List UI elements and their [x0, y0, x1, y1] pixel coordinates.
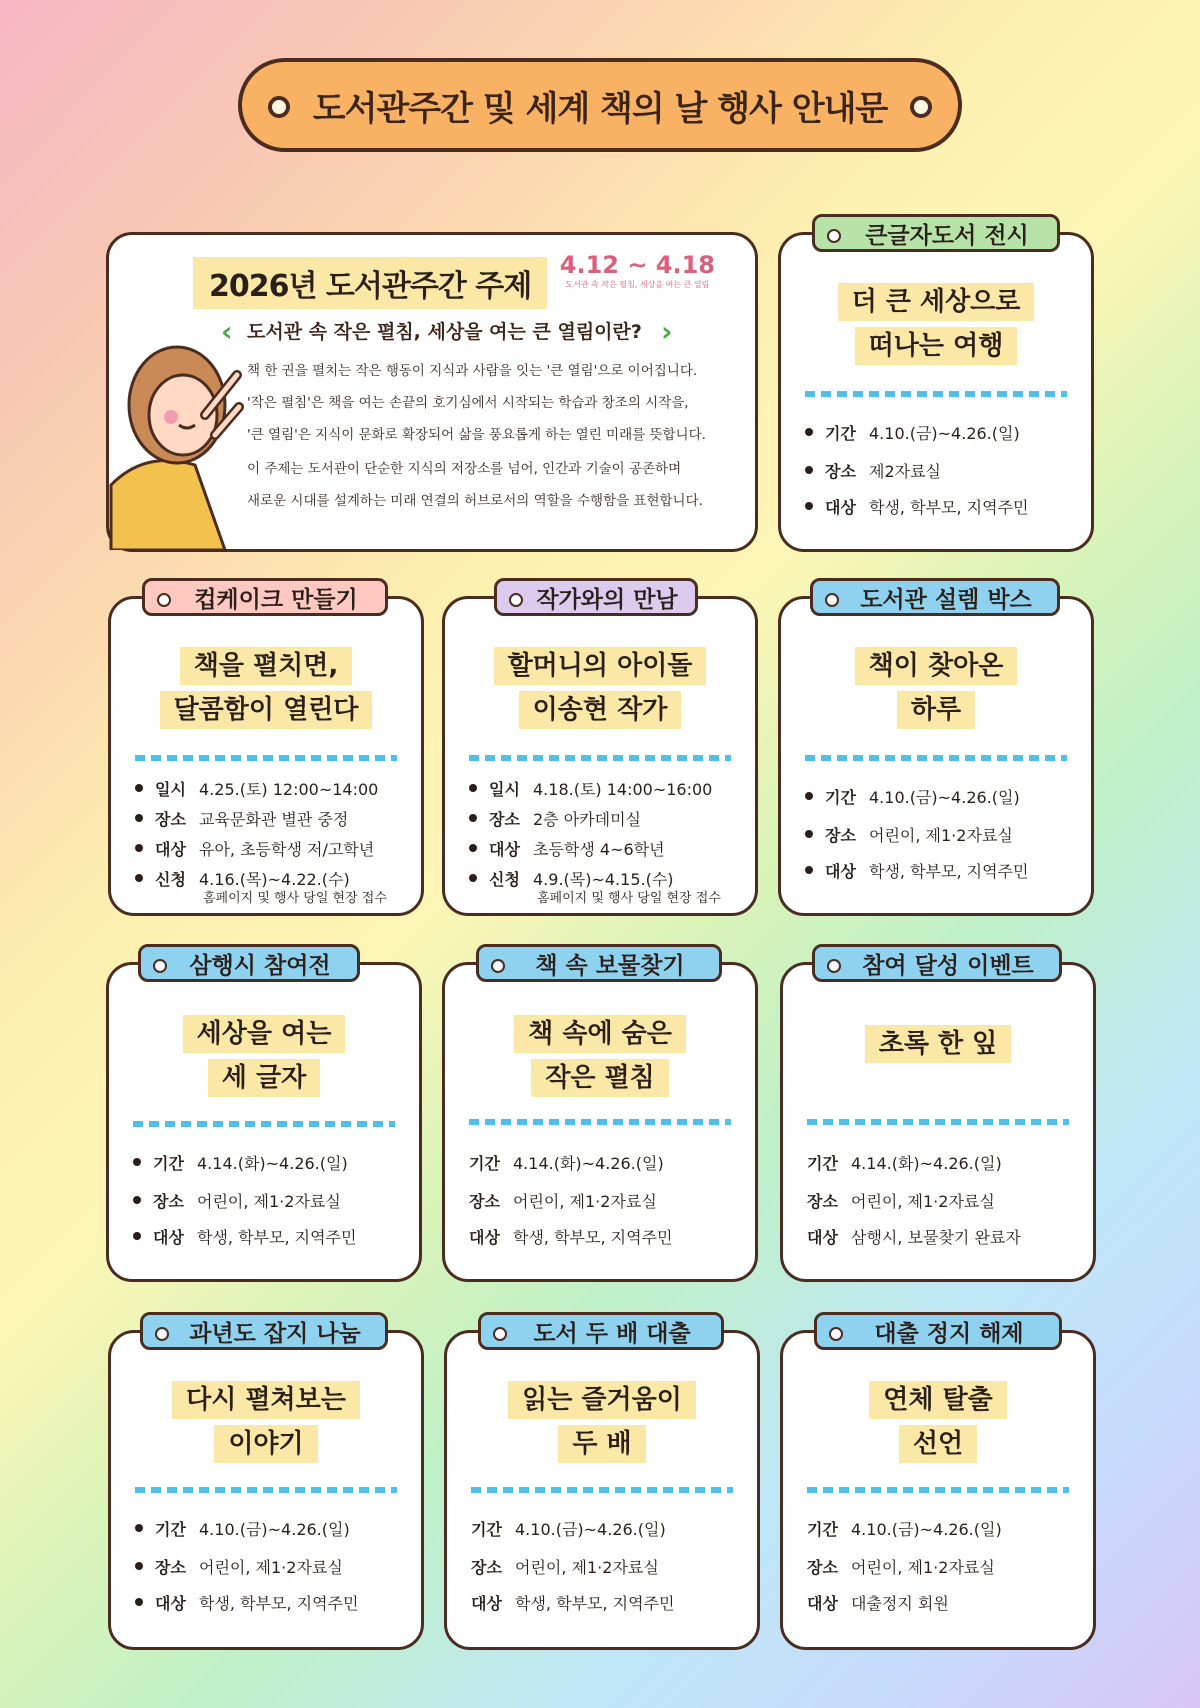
card-info: 기간 4.14.(화)~4.26.(일) 장소 어린이, 제1·2자료실 대상 학생, 학부모, 지역주민: [469, 1153, 673, 1247]
circle-icon: [268, 96, 290, 118]
theme-line: 이 주제는 도서관이 단순한 지식의 저장소를 넘어, 인간과 기술이 공존하며: [247, 461, 682, 477]
event-tab: 참여 달성 이벤트: [812, 944, 1062, 982]
event-card: [442, 596, 758, 916]
divider: [135, 1487, 397, 1493]
card-headline: 작은 펼침: [531, 1059, 669, 1097]
theme-line: '큰 열림'은 지식이 문화로 확장되어 삶을 풍요롭게 하는 열린 미래를 뜻합니다.: [247, 427, 706, 443]
event-tab: 도서관 설렘 박스: [810, 578, 1060, 616]
card-info: 일시 4.18.(토) 14:00~16:00 장소 2층 아카데미실 대상 초등학생 4~6학년 신청 4.9.(목)~4.15.(수) 홈페이지 및 행사 당일 현장 접수: [469, 773, 743, 906]
card-headline: 하루: [897, 691, 975, 729]
divider: [805, 391, 1067, 397]
card-headline: 세 글자: [208, 1059, 320, 1097]
event-tab: 작가와의 만남: [494, 578, 698, 616]
date-badge: 4.12 ~ 4.18 도서관 속 작은 펼침, 세상을 여는 큰 열림: [559, 251, 715, 289]
event-card: [442, 962, 758, 1282]
card-info: 기간 4.10.(금)~4.26.(일) 장소 제2자료실 대상 학생, 학부모, 지역주민: [805, 417, 1079, 521]
theme-question: 도서관 속 작은 펼침, 세상을 여는 큰 열림이란?: [247, 321, 642, 343]
divider: [469, 755, 731, 761]
card-info: 기간 4.14.(화)~4.26.(일) 장소 어린이, 제1·2자료실 대상 학생, 학부모, 지역주민: [133, 1147, 407, 1251]
theme-line: 책 한 권을 펼치는 작은 행동이 지식과 사람을 잇는 '큰 열림'으로 이어집니다.: [247, 363, 698, 379]
chevron-left-icon: ‹: [221, 315, 233, 348]
card-info: 기간 4.14.(화)~4.26.(일) 장소 어린이, 제1·2자료실 대상 삼행시, 보물찾기 완료자: [807, 1153, 1021, 1247]
event-tab: 삼행시 참여전: [138, 944, 360, 982]
card-headline: 다시 펼쳐보는: [172, 1381, 360, 1419]
divider: [133, 1121, 395, 1127]
card-headline: 책이 찾아온: [855, 647, 1018, 685]
event-card: [108, 1330, 424, 1650]
card-note: 홈페이지 및 행사 당일 현장 접수: [203, 891, 387, 906]
card-note: 홈페이지 및 행사 당일 현장 접수: [537, 891, 721, 906]
card-headline: 할머니의 아이돌: [494, 647, 707, 685]
event-card: [778, 596, 1094, 916]
character-illustration: [105, 335, 245, 550]
card-headline: 이야기: [214, 1425, 317, 1463]
event-tab: 과년도 잡지 나눔: [140, 1312, 388, 1350]
card-info: 기간 4.10.(금)~4.26.(일) 장소 어린이, 제1·2자료실 대상 대출정지 회원: [807, 1519, 1002, 1613]
card-headline: 달콤함이 열린다: [160, 691, 373, 729]
divider: [807, 1119, 1069, 1125]
card-headline: 떠나는 여행: [855, 327, 1018, 365]
card-headline: 세상을 여는: [183, 1015, 346, 1053]
divider: [807, 1487, 1069, 1493]
circle-icon: [910, 96, 932, 118]
card-headline: 이송현 작가: [519, 691, 682, 729]
event-tab: 책 속 보물찾기: [476, 944, 722, 982]
card-headline: 읽는 즐거움이: [508, 1381, 696, 1419]
card-headline: 두 배: [558, 1425, 645, 1463]
card-info: 기간 4.10.(금)~4.26.(일) 장소 어린이, 제1·2자료실 대상 학생, 학부모, 지역주민: [135, 1513, 409, 1617]
event-tab: 큰글자도서 전시: [812, 214, 1060, 252]
event-card: [444, 1330, 760, 1650]
divider: [805, 755, 1067, 761]
event-card: [106, 962, 422, 1282]
theme-line: '작은 펼침'은 책을 여는 손끝의 호기심에서 시작되는 학습과 창조의 시작을,: [247, 395, 689, 411]
event-tab: 도서 두 배 대출: [478, 1312, 724, 1350]
card-info: 기간 4.10.(금)~4.26.(일) 장소 어린이, 제1·2자료실 대상 학생, 학부모, 지역주민: [805, 781, 1079, 885]
page-header: [238, 58, 962, 152]
event-tab: 컵케이크 만들기: [142, 578, 388, 616]
card-info: 일시 4.25.(토) 12:00~14:00 장소 교육문화관 별관 중정 대상 유아, 초등학생 저/고학년 신청 4.16.(목)~4.22.(수) 홈페이지 및 행사 당일 현장 접수: [135, 773, 409, 906]
card-info: 기간 4.10.(금)~4.26.(일) 장소 어린이, 제1·2자료실 대상 학생, 학부모, 지역주민: [471, 1519, 675, 1613]
card-headline: 초록 한 잎: [865, 1025, 1012, 1063]
theme-line: 새로운 시대를 설계하는 미래 연결의 허브로서의 역할을 수행함을 표현합니다.: [247, 493, 703, 509]
card-headline: 책 속에 숨은: [514, 1015, 686, 1053]
divider: [135, 755, 397, 761]
event-card: [780, 962, 1096, 1282]
divider: [469, 1119, 731, 1125]
event-card: [780, 1330, 1096, 1650]
theme-title: 2026년 도서관주간 주제: [193, 257, 547, 309]
divider: [471, 1487, 733, 1493]
event-card: [108, 596, 424, 916]
card-headline: 책을 펼치면,: [180, 647, 353, 685]
event-tab: 대출 정지 해제: [814, 1312, 1062, 1350]
card-headline: 선언: [899, 1425, 977, 1463]
card-headline: 연체 탈출: [869, 1381, 1007, 1419]
event-card: [778, 232, 1094, 552]
theme-card: [106, 232, 758, 552]
chevron-right-icon: ›: [661, 315, 673, 348]
card-headline: 더 큰 세상으로: [838, 283, 1035, 321]
page-title: 도서관주간 및 세계 책의 날 행사 안내문: [312, 88, 888, 129]
